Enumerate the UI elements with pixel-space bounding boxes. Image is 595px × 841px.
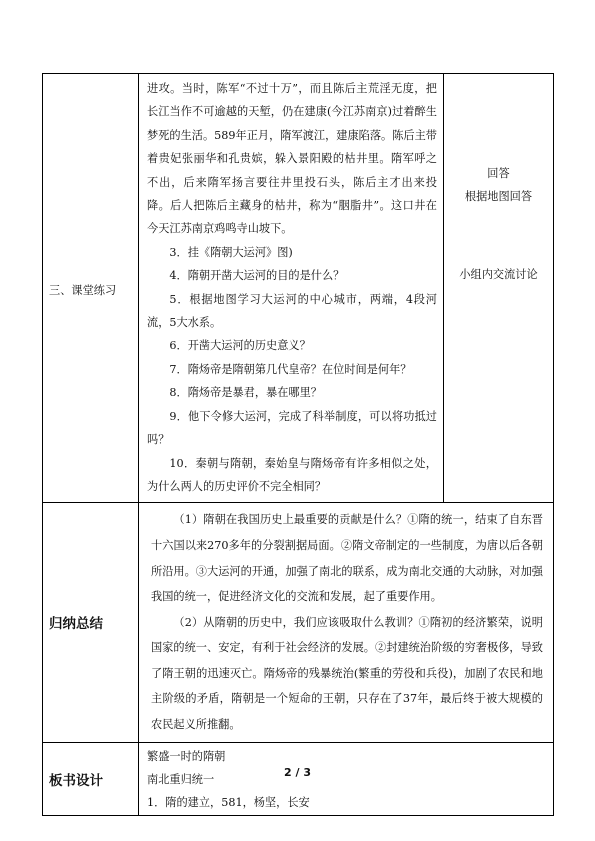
summary-row <box>43 503 554 742</box>
practice-question-10: 10．秦朝与隋朝，秦始皇与隋炀帝有许多相似之处，为什么两人的历史评价不完全相同？ <box>147 456 437 493</box>
lesson-plan-table <box>42 73 554 816</box>
practice-question-7: 7．隋炀帝是隋朝第几代皇帝？在位时间是何年？ <box>169 362 412 376</box>
board-label: 板书设计 <box>49 772 103 789</box>
summary-paragraph-1: （1）隋朝在我国历史上最重要的贡献是什么？①隋的统一，结束了自东晋十六国以来270多年的分裂割据局面。②隋文帝制定的一些制度，为唐以后各朝所沿用。③大运河的开通，加强了南北的联系，成为南北交通的大动脉，对加强我国的统一，促进经济文化的交流和发展，起了重要作用。 <box>151 513 543 604</box>
activity-answer: 回答 <box>487 167 510 180</box>
practice-paragraph: 进攻。当时，陈军“不过十万”，而且陈后主荒淫无度，把长江当作不可逾越的天堑，仍在建康(今江苏南京)过着醉生梦死的生活。589年正月，隋军渡江，建康陷落。陈后主带着贵妃张丽华和孔贵嫔，躲入景阳殿的枯井里。隋军呼之不出，后来隋军扬言要往井里投石头，陈后主才出来投降。后人把陈后主藏身的枯井，称为“胭脂井”。这口井在今天江苏南京鸡鸣寺山坡下。 <box>147 82 437 236</box>
activity-group-discussion: 小组内交流讨论 <box>459 267 538 281</box>
practice-question-5: 5．根据地图学习大运河的中心城市，两端，4段河流，5大水系。 <box>147 292 437 330</box>
practice-row <box>43 74 554 503</box>
practice-label: 三、课堂练习 <box>49 283 117 297</box>
summary-label-cell <box>43 503 139 742</box>
practice-question-3: 3．挂《隋朝大运河》图) <box>169 245 293 259</box>
summary-label: 归纳总结 <box>49 616 103 633</box>
practice-question-4: 4．隋朝开凿大运河的目的是什么？ <box>169 269 345 283</box>
practice-label-cell <box>43 74 139 503</box>
board-item-1: 1．隋的建立，581，杨坚，长安 <box>147 796 310 810</box>
practice-question-8: 8．隋炀帝是暴君，暴在哪里？ <box>169 386 322 400</box>
board-title: 繁盛一时的隋朝 <box>147 749 226 763</box>
practice-content-cell <box>139 74 444 503</box>
page-number: 2 / 3 <box>284 766 311 779</box>
summary-paragraph-2: （2）从隋朝的历史中，我们应该吸取什么教训？①隋初的经济繁荣，说明国家的统一、安定，有利于社会经济的发展。②封建统治阶级的穷奢极侈，导致了隋王朝的迅速灭亡。隋炀帝的残暴统治(繁重的劳役和兵役)，加剧了农民和地主阶级的矛盾，隋朝是一个短命的王朝，只存在了37年，最后终于被大规模的农民起义所推翻。 <box>151 615 543 732</box>
practice-question-9: 9．他下令修大运河，完成了科举制度，可以将功抵过吗？ <box>147 409 437 447</box>
practice-question-6: 6．开凿大运河的历史意义？ <box>169 339 311 353</box>
summary-content-cell <box>139 503 554 742</box>
practice-activity-cell <box>444 74 554 503</box>
activity-map-answer: 根据地图回答 <box>464 190 533 204</box>
board-subtitle: 南北重归统一 <box>147 773 215 787</box>
